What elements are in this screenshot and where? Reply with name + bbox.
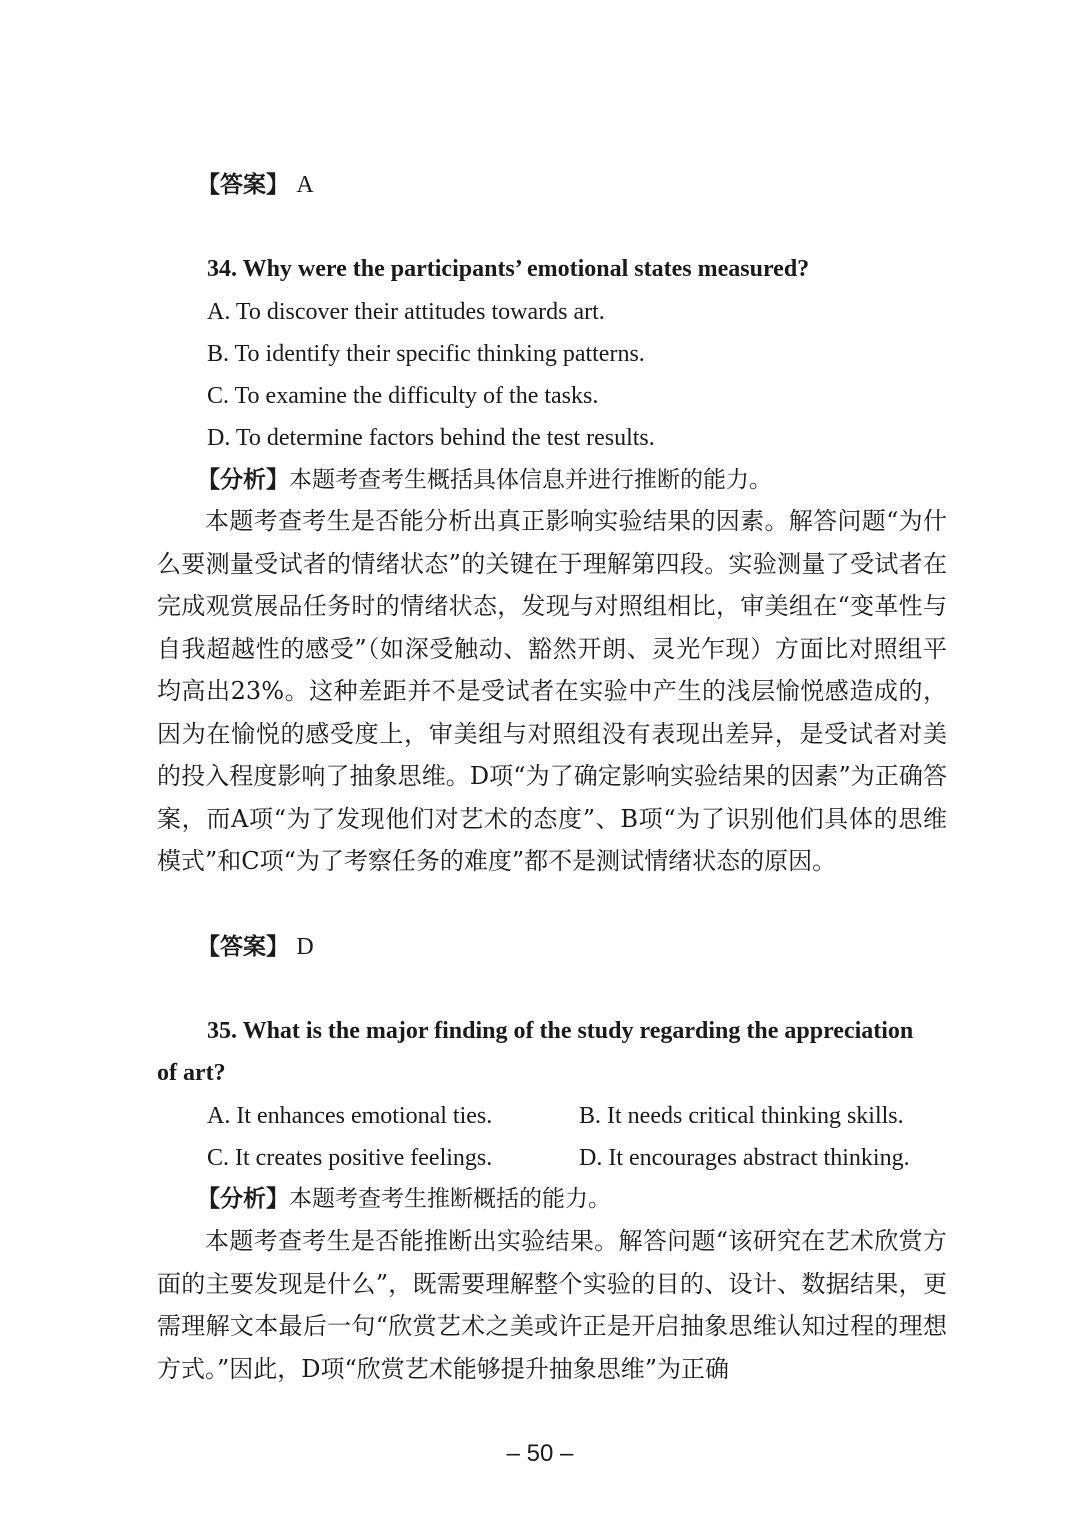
analysis-label: 【分析】 [197,466,289,493]
q34-option-c: C. To examine the difficulty of the tasks. [207,383,599,409]
answer-label: 【答案】 [197,933,289,960]
q34-analysis [197,465,772,495]
answer-label: 【答案】 [197,171,289,198]
analysis-text: 本题考查考生推断概括的能力。 [289,1186,611,1212]
q35-option-a: A. It enhances emotional ties. [207,1103,493,1129]
q33-answer [197,170,314,200]
q34-answer [197,932,314,962]
q35-question-line2: of art? [157,1060,226,1086]
answer-value: D [296,934,314,960]
q35-option-c: C. It creates positive feelings. [207,1145,493,1171]
q35-option-b: B. It needs critical thinking skills. [579,1103,904,1129]
analysis-label: 【分析】 [197,1185,289,1212]
answer-value: A [296,172,314,198]
q34-option-b: B. To identify their specific thinking patterns. [207,341,645,367]
q35-question-line1: 35. What is the major finding of the study regarding the appreciation [207,1018,914,1044]
q35-analysis [197,1184,611,1214]
q34-option-d: D. To determine factors behind the test results. [207,425,655,451]
q34-explanation: 本题考查考生是否能分析出真正影响实验结果的因素。解答问题“为什么要测量受试者的情绪状态”的关键在于理解第四段。实验测量了受试者在完成观赏展品任务时的情绪状态，发现与对照组相比，审美组在“变革性与自我超越性的感受”（如深受触动、豁然开朗、灵光乍现）方面比对照组平均高出23%。这种差距并不是受试者在实验中产生的浅层愉悦感造成的，因为在愉悦的感受度上，审美组与对照组没有表现出差异，是受试者对美的投入程度影响了抽象思维。D项“为了确定影响实验结果的因素”为正确答案，而A项“为了发现他们对艺术的态度”、B项“为了识别他们具体的思维模式”和C项“为了考察任务的难度”都不是测试情绪状态的原因。 [157,507,947,875]
q35-option-d: D. It encourages abstract thinking. [579,1145,910,1171]
q35-explanation: 本题考查考生是否能推断出实验结果。解答问题“该研究在艺术欣赏方面的主要发现是什么”，既需要理解整个实验的目的、设计、数据结果，更需理解文本最后一句“欣赏艺术之美或许正是开启抽象思维认知过程的理想方式。”因此，D项“欣赏艺术能够提升抽象思维”为正确 [157,1227,947,1383]
analysis-text: 本题考查考生概括具体信息并进行推断的能力。 [289,467,772,493]
q34-question: 34. Why were the participants’ emotional states measured? [207,256,810,282]
q34-option-a: A. To discover their attitudes towards art. [207,299,605,325]
page-number: – 50 – [506,1440,574,1467]
